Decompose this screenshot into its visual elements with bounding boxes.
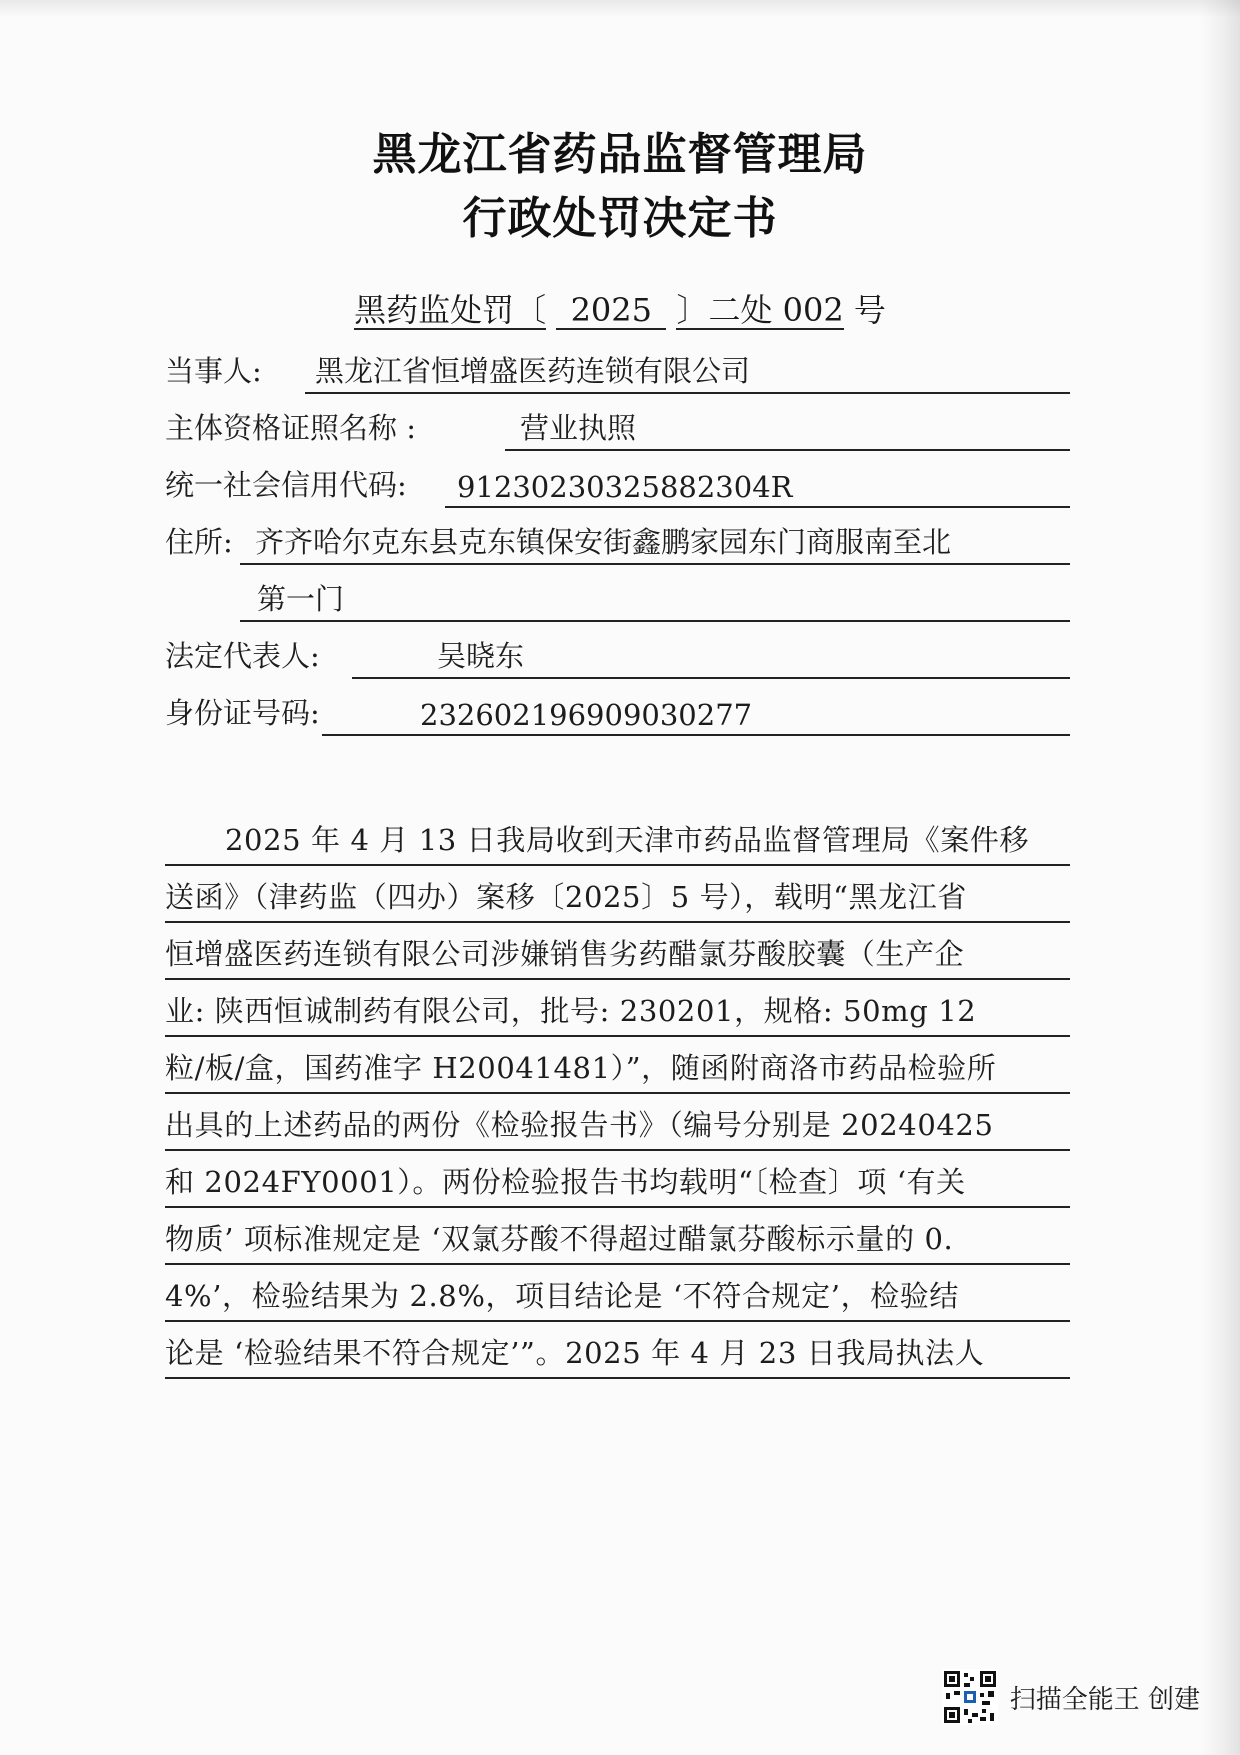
qr-code-icon bbox=[942, 1669, 998, 1725]
doc-number-year: 2025 bbox=[556, 293, 666, 330]
address-underline-2 bbox=[240, 582, 1070, 622]
scanner-watermark bbox=[942, 1669, 1200, 1725]
doc-number-suffix: 〕二处 002 bbox=[676, 291, 844, 329]
body-line: 物质’ 项标准规定是 ‘双氯芬酸不得超过醋氯芬酸标示量的 0. bbox=[165, 1221, 1070, 1265]
body-line: 业: 陕西恒诚制药有限公司，批号: 230201，规格: 50mg 12 bbox=[165, 993, 1070, 1037]
doc-number-end: 号 bbox=[853, 291, 886, 329]
scan-top-strip bbox=[0, 0, 1240, 18]
doc-number-prefix: 黑药监处罚〔 bbox=[354, 291, 547, 329]
address-value-line2: 第一门 bbox=[257, 582, 345, 616]
body-line: 4%’，检验结果为 2.8%，项目结论是 ‘不符合规定’，检验结 bbox=[165, 1278, 1070, 1322]
watermark-text: 扫描全能王 创建 bbox=[1009, 1684, 1200, 1715]
field-legal-rep bbox=[165, 635, 1070, 679]
document-title-line2: 行政处罚决定书 bbox=[462, 193, 778, 244]
body-line: 出具的上述药品的两份《检验报告书》（编号分别是 20240425 bbox=[165, 1107, 1070, 1151]
address-label: 住所: bbox=[165, 525, 233, 559]
id-number-value: 232602196909030277 bbox=[420, 698, 753, 732]
credit-code-value: 91230230325882304R bbox=[457, 470, 793, 504]
body-line: 和 2024FY0001）。两份检验报告书均载明“〔检查〕项 ‘有关 bbox=[165, 1164, 1070, 1208]
credit-code-label: 统一社会信用代码: bbox=[165, 468, 407, 502]
field-address bbox=[165, 521, 1070, 565]
body-line: 粒/板/盒，国药准字 H20041481）”，随函附商洛市药品检验所 bbox=[165, 1050, 1070, 1094]
party-value: 黑龙江省恒增盛医药连锁有限公司 bbox=[315, 354, 751, 388]
legal-rep-label: 法定代表人: bbox=[165, 639, 320, 673]
address-value-line1: 齐齐哈尔克东县克东镇保安街鑫鹏家园东门商服南至北 bbox=[255, 525, 952, 559]
document-title-line1: 黑龙江省药品监督管理局 bbox=[372, 129, 868, 180]
body-line: 送函》（津药监（四办）案移〔2025〕5 号），载明“黑龙江省 bbox=[165, 879, 1070, 923]
field-address-cont bbox=[165, 578, 1070, 622]
body-line: 2025 年 4 月 13 日我局收到天津市药品监督管理局《案件移 bbox=[165, 822, 1070, 866]
legal-rep-value: 吴晓东 bbox=[437, 639, 525, 673]
field-license bbox=[165, 407, 1070, 451]
scan-edge-shadow bbox=[1200, 0, 1240, 1755]
license-value: 营业执照 bbox=[520, 411, 637, 445]
license-label: 主体资格证照名称 : bbox=[165, 411, 416, 445]
field-party bbox=[165, 350, 1070, 394]
document-number bbox=[0, 285, 1240, 331]
body-line: 论是 ‘检验结果不符合规定’”。2025 年 4 月 23 日我局执法人 bbox=[165, 1335, 1070, 1379]
party-label: 当事人: bbox=[165, 354, 262, 388]
body-line: 恒增盛医药连锁有限公司涉嫌销售劣药醋氯芬酸胶囊（生产企 bbox=[165, 936, 1070, 980]
id-number-label: 身份证号码: bbox=[165, 696, 320, 730]
field-id-number bbox=[165, 692, 1070, 736]
field-credit-code bbox=[165, 464, 1070, 508]
